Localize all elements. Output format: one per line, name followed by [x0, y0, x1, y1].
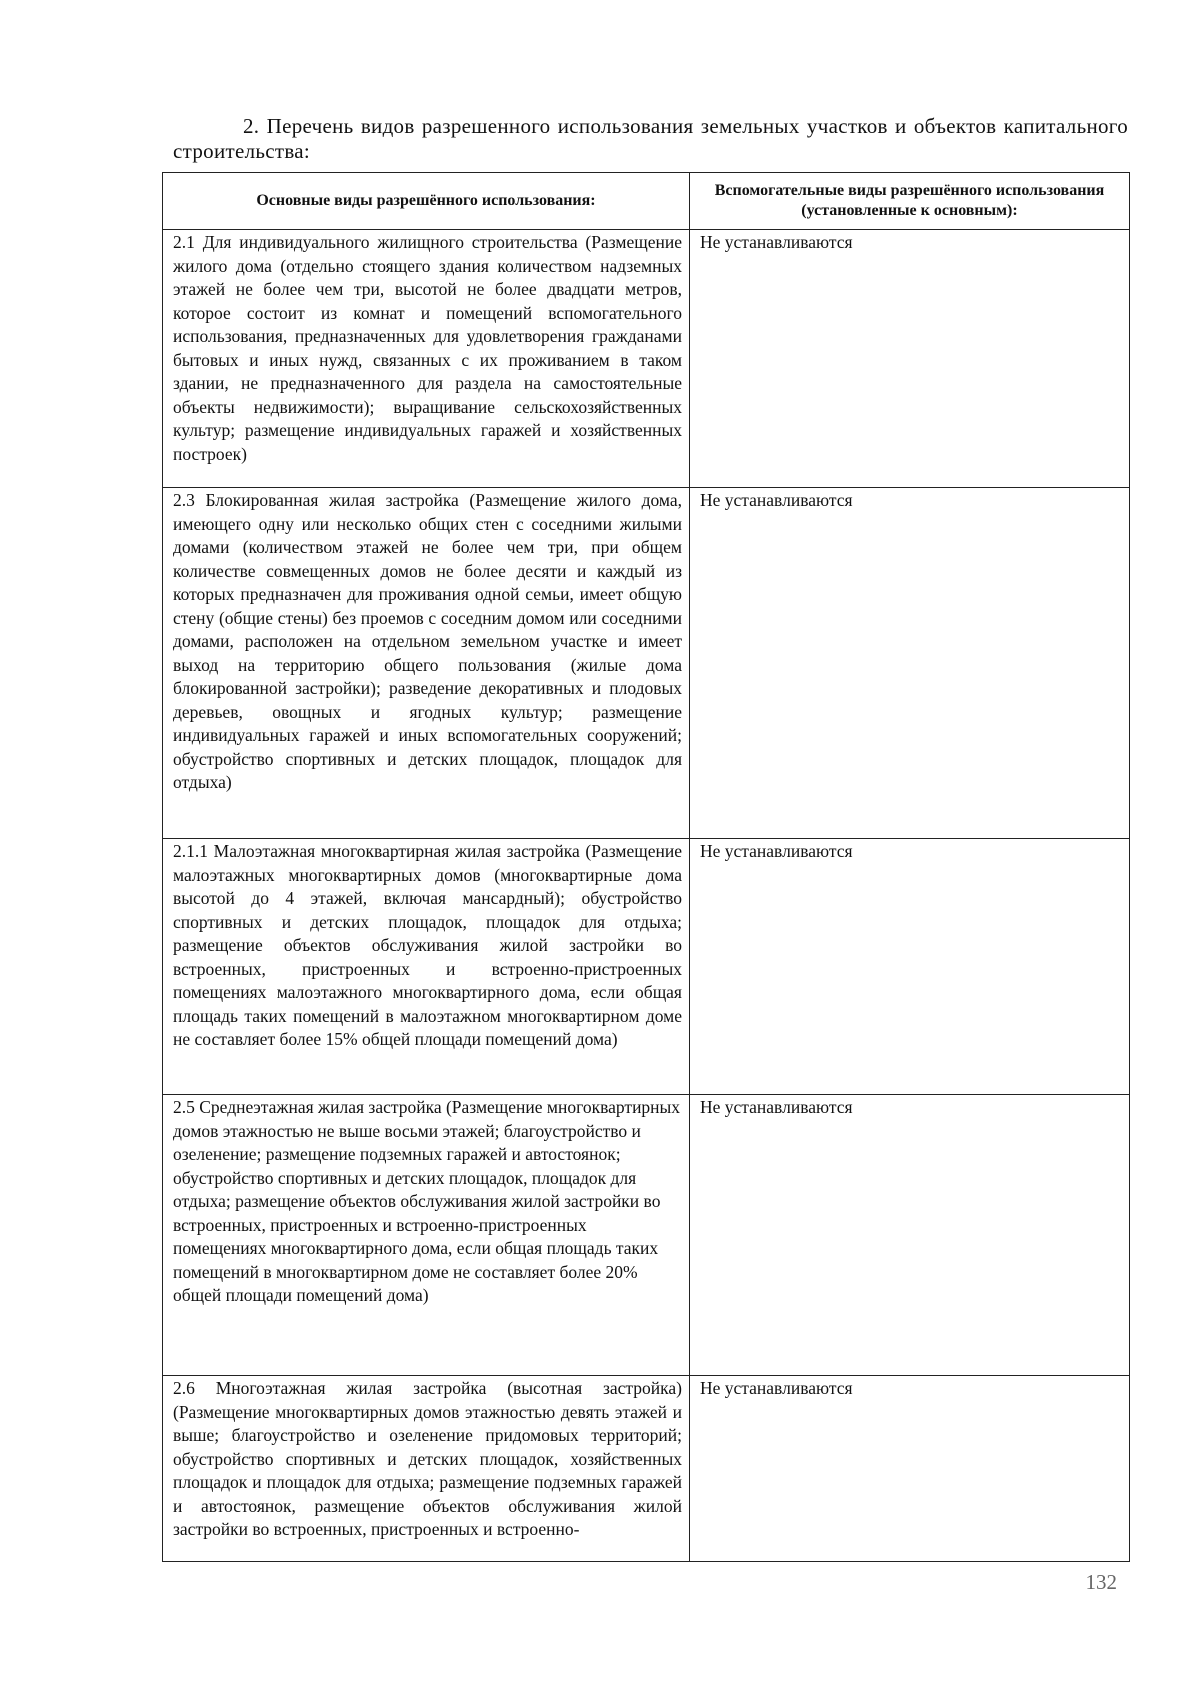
table-row	[163, 230, 1130, 488]
auxiliary-use-text: Не устанавливаются	[700, 490, 853, 510]
main-use-cell	[163, 839, 690, 1095]
main-use-cell	[163, 230, 690, 488]
permitted-uses-table	[162, 172, 1130, 1562]
main-use-text: 2.5 Среднеэтажная жилая застройка (Размещение многоквартирных домов этажностью не выше восьми этажей; благоустройство и озеленение; размещение подземных гаражей и автостоянок; обустройство спортивных и детских площадок, площадок для отдыха; размещение объектов обслуживания жилой застройки во встроенных, пристроенных и встроенно-пристроенных помещениях многоквартирного дома, если общая площадь таких помещений в многоквартирном доме не составляет более 20% общей площади помещений дома)	[173, 1097, 681, 1305]
main-use-text: 2.1.1 Малоэтажная многоквартирная жилая застройка (Размещение малоэтажных многоквартирных домов (многоквартирные дома высотой до 4 этажей, включая мансардный); обустройство спортивных и детских площадок, площадок для отдыха; размещение объектов обслуживания жилой застройки во встроенных, пристроенных и встроенно-пристроенных помещениях малоэтажного многоквартирного дома, если общая площадь таких помещений в малоэтажном многоквартирном доме не составляет более 15% общей площади помещений дома)	[173, 841, 682, 1049]
auxiliary-use-cell	[690, 839, 1130, 1095]
main-use-text: 2.1 Для индивидуального жилищного строительства (Размещение жилого дома (отдельно стоящего здания количеством надземных этажей не более чем три, высотой не более двадцати метров, которое состоит из комнат и помещений вспомогательного использования, предназначенных для удовлетворения гражданами бытовых и иных нужд, связанных с их проживанием в таком здании, не предназначенного для раздела на самостоятельные объекты недвижимости); выращивание сельскохозяйственных культур; размещение индивидуальных гаражей и хозяйственных построек)	[173, 232, 682, 464]
auxiliary-use-text: Не устанавливаются	[700, 841, 853, 861]
section-heading: 2. Перечень видов разрешенного использования земельных участков и объектов капитального строительства:	[173, 114, 1128, 163]
auxiliary-use-cell	[690, 230, 1130, 488]
table-header-row	[163, 173, 1130, 230]
page-number: 132	[1085, 1570, 1117, 1594]
header-auxiliary-uses: Вспомогательные виды разрешённого использования (установленные к основным):	[690, 173, 1130, 230]
main-use-cell	[163, 1095, 690, 1376]
auxiliary-use-cell	[690, 488, 1130, 839]
table-row	[163, 1095, 1130, 1376]
auxiliary-use-text: Не устанавливаются	[700, 232, 853, 252]
main-use-cell	[163, 488, 690, 839]
main-use-text: 2.6 Многоэтажная жилая застройка (высотная застройка) (Размещение многоквартирных домов этажностью девять этажей и выше; благоустройство и озеленение придомовых территорий; обустройство спортивных и детских площадок, хозяйственных площадок и площадок для отдыха; размещение подземных гаражей и автостоянок, размещение объектов обслуживания жилой застройки во встроенных, пристроенных и встроенно-	[173, 1378, 682, 1539]
auxiliary-use-text: Не устанавливаются	[700, 1097, 853, 1117]
main-use-text: 2.3 Блокированная жилая застройка (Размещение жилого дома, имеющего одну или несколько общих стен с соседними жилыми домами (количеством этажей не более чем три, при общем количестве совмещенных домов не более десяти и каждый из которых предназначен для проживания одной семьи, имеет общую стену (общие стены) без проемов с соседним домом или соседними домами, расположен на отдельном земельном участке и имеет выход на территорию общего пользования (жилые дома блокированной застройки); разведение декоративных и плодовых деревьев, овощных и ягодных культур; размещение индивидуальных гаражей и иных вспомогательных сооружений; обустройство спортивных и детских площадок, площадок для отдыха)	[173, 490, 682, 792]
main-use-cell	[163, 1376, 690, 1562]
auxiliary-use-text: Не устанавливаются	[700, 1378, 853, 1398]
table-row	[163, 1376, 1130, 1562]
auxiliary-use-cell	[690, 1095, 1130, 1376]
auxiliary-use-cell	[690, 1376, 1130, 1562]
header-main-uses: Основные виды разрешённого использования:	[163, 173, 690, 230]
table-row	[163, 488, 1130, 839]
table-row	[163, 839, 1130, 1095]
